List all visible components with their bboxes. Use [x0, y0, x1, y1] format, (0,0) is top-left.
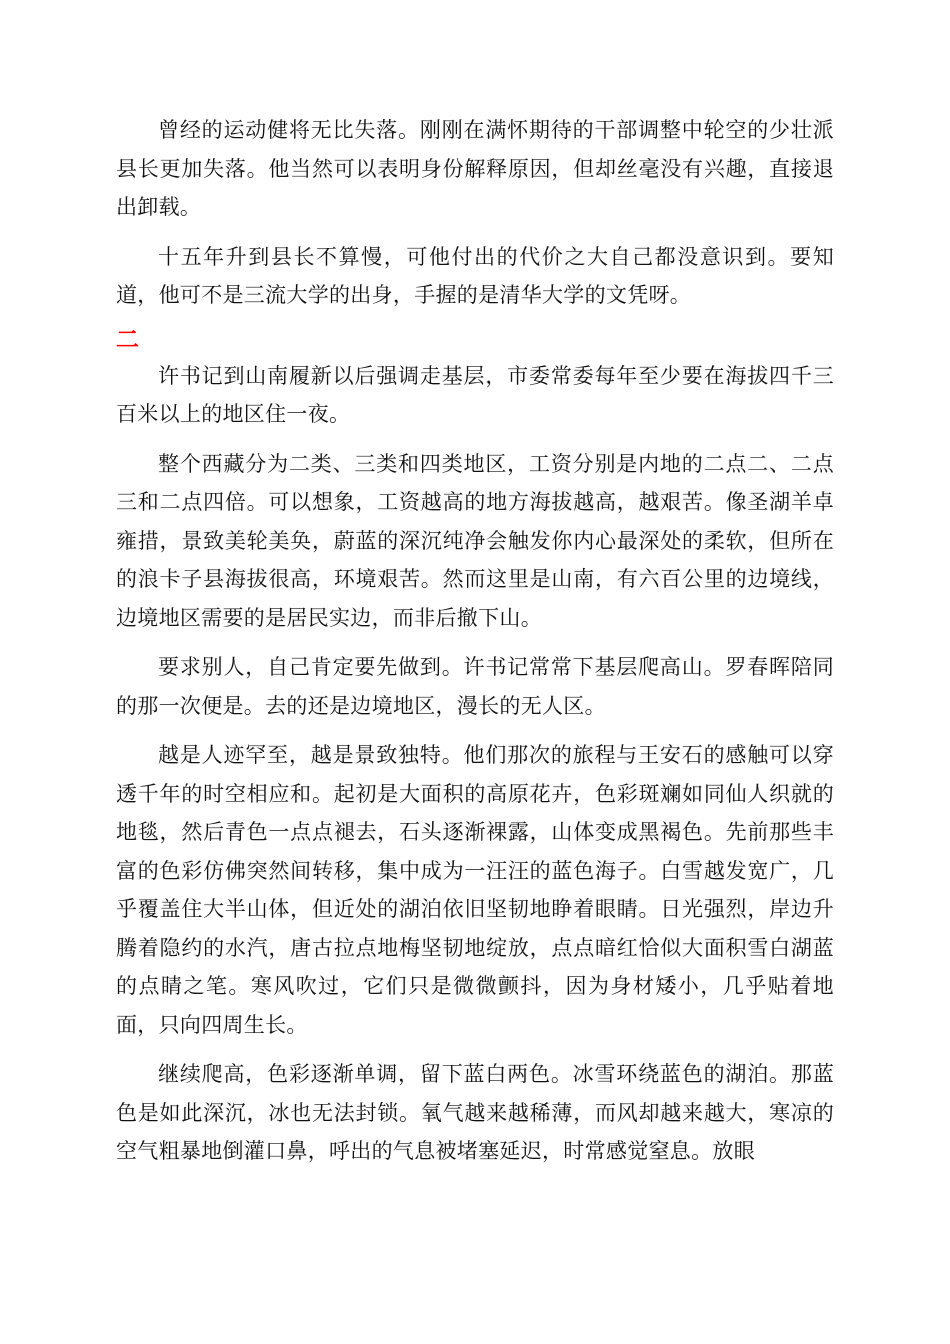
section-heading: 二 [116, 325, 139, 353]
paragraph: 曾经的运动健将无比失落。刚刚在满怀期待的干部调整中轮空的少壮派县长更加失落。他当然可以表明身份解释原因，但却丝毫没有兴趣，直接退出卸载。 [116, 118, 834, 219]
paragraph: 越是人迹罕至，越是景致独特。他们那次的旅程与王安石的感触可以穿透千年的时空相应和。起初是大面积的高原花卉，色彩斑斓如同仙人织就的地毯，然后青色一点点褪去，石头逐渐裸露，山体变成黑褐色。先前那些丰富的色彩仿佛突然间转移，集中成为一汪汪的蓝色海子。白雪越发宽广，几乎覆盖住大半山体，但近处的湖泊依旧坚韧地睁着眼睛。日光强烈，岸边升腾着隐约的水汽，唐古拉点地梅坚韧地绽放，点点暗红恰似大面积雪白湖蓝的点睛之笔。寒风吹过，它们只是微微颤抖，因为身材矮小，几乎贴着地面，只向四周生长。 [116, 743, 834, 1037]
paragraph: 许书记到山南履新以后强调走基层，市委常委每年至少要在海拔四千三百米以上的地区住一夜。 [116, 363, 834, 426]
document-body [116, 111, 834, 1171]
paragraph: 继续爬高，色彩逐渐单调，留下蓝白两色。冰雪环绕蓝色的湖泊。那蓝色是如此深沉，冰也无法封锁。氧气越来越稀薄，而风却越来越大，寒凉的空气粗暴地倒灌口鼻，呼出的气息被堵塞延迟，时常感觉窒息。放眼 [116, 1062, 834, 1163]
paragraph: 要求别人，自己肯定要先做到。许书记常常下基层爬高山。罗春晖陪同的那一次便是。去的还是边境地区，漫长的无人区。 [116, 655, 834, 718]
paragraph: 整个西藏分为二类、三类和四类地区，工资分别是内地的二点二、二点三和二点四倍。可以想象，工资越高的地方海拔越高，越艰苦。像圣湖羊卓雍措，景致美轮美奂，蔚蓝的深沉纯净会触发你内心最深处的柔软，但所在的浪卡子县海拔很高，环境艰苦。然而这里是山南，有六百公里的边境线，边境地区需要的是居民实边，而非后撤下山。 [116, 451, 834, 630]
paragraph: 十五年升到县长不算慢，可他付出的代价之大自己都没意识到。要知道，他可不是三流大学的出身，手握的是清华大学的文凭呀。 [116, 244, 834, 307]
